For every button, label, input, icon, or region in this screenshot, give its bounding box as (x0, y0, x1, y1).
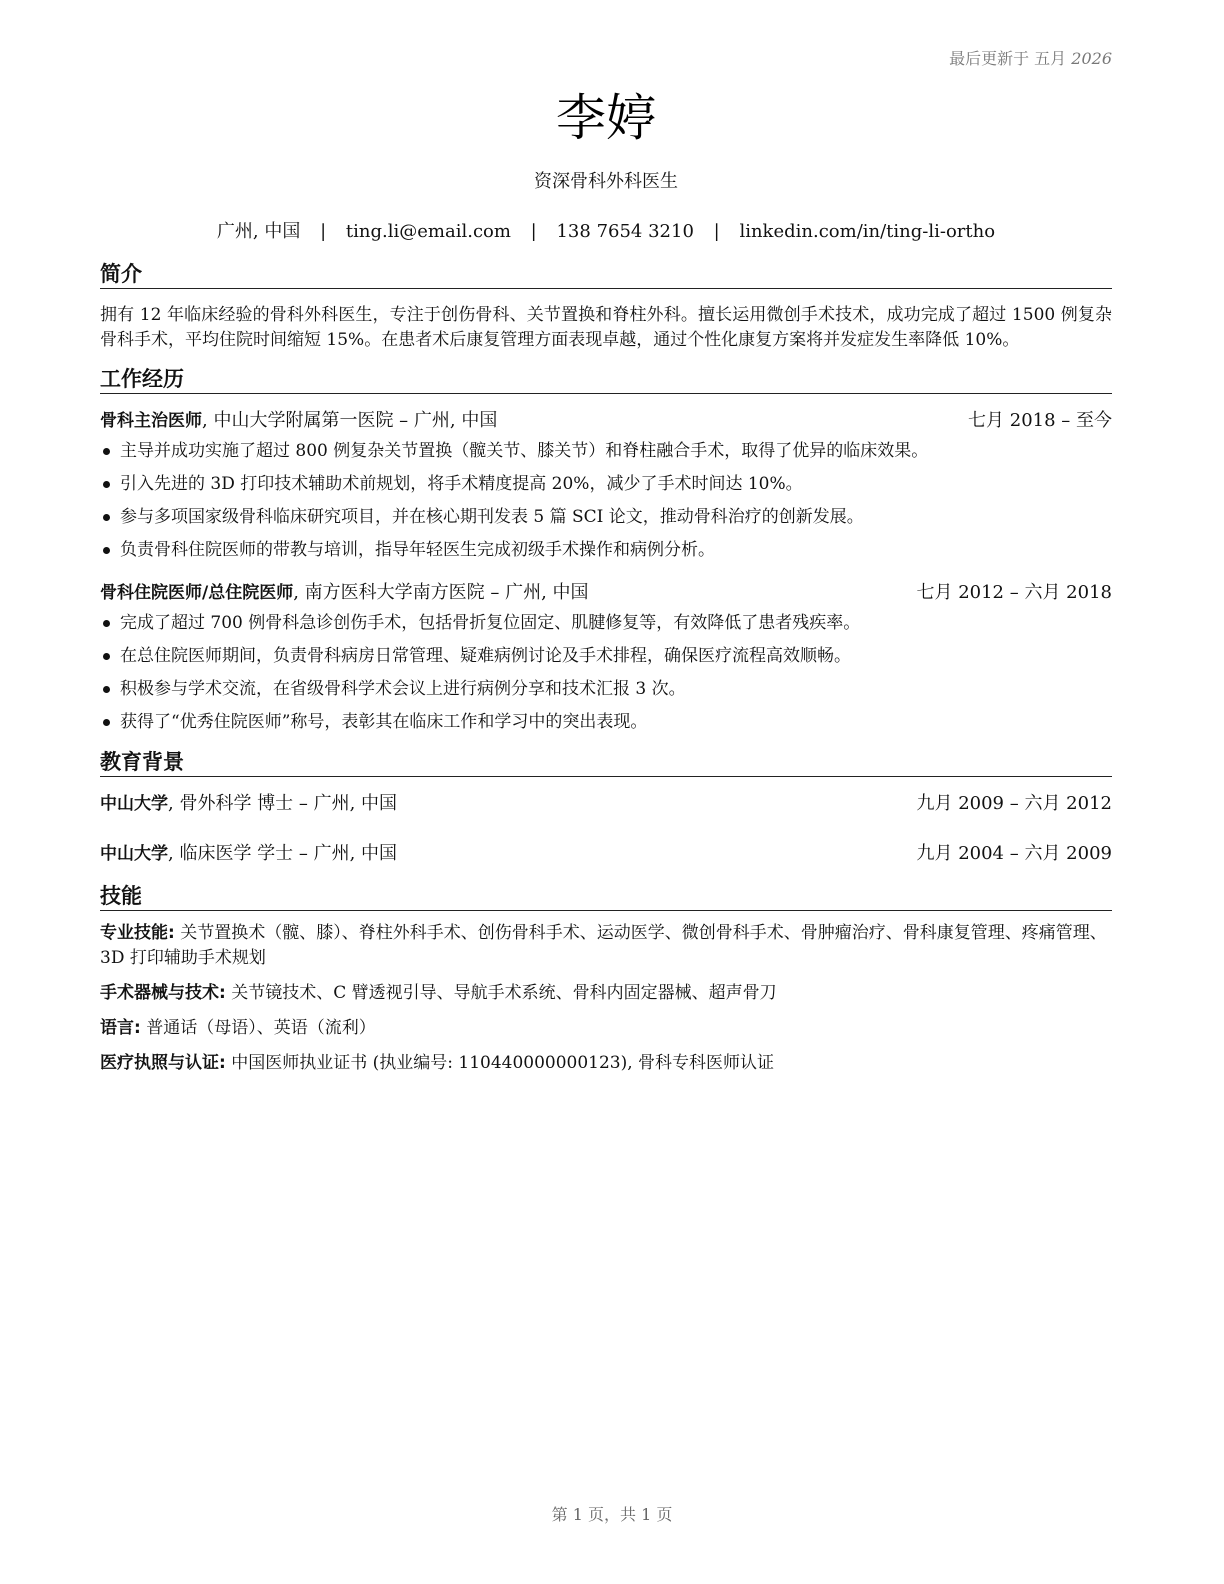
skill-label: 医疗执照与认证: (100, 1053, 226, 1073)
education-detail: , 临床医学 学士 – 广州, 中国 (168, 843, 398, 864)
summary-text: 拥有 12 年临床经验的骨科外科医生，专注于创伤骨科、关节置换和脊柱外科。擅长运用微创手术技术，成功完成了超过 1500 例复杂骨科手术，平均住院时间缩短 15%。在患者术后康复管理方面表现卓越，通过个性化康复方案将并发症发生率降低 10%。 (100, 305, 1112, 350)
contact-separator: | (713, 221, 720, 242)
skill-text: 普通话（母语）、英语（流利） (140, 1018, 376, 1038)
education-entry (100, 842, 1112, 866)
work-section (100, 365, 1112, 734)
contact-separator: | (320, 221, 327, 242)
skill-text: 中国医师执业证书 (执业编号: 110440000000123), 骨科专科医师认证 (225, 1053, 775, 1073)
job-bullet: 引入先进的 3D 打印技术辅助术前规划，将手术精度提高 20%，减少了手术时间达 10%。 (100, 472, 1112, 496)
education-detail: , 骨外科学 博士 – 广州, 中国 (168, 793, 398, 814)
education-dates: 九月 2004 – 六月 2009 (916, 843, 1112, 864)
job-bullet: 积极参与学术交流，在省级骨科学术会议上进行病例分享和技术汇报 3 次。 (100, 677, 1112, 701)
skill-line (100, 1051, 1112, 1076)
education-dates: 九月 2009 – 六月 2012 (916, 793, 1112, 814)
skills-heading: 技能 (100, 882, 1112, 911)
skills-section (100, 882, 1112, 1076)
job-entry (100, 581, 1112, 734)
job-header (100, 409, 1112, 433)
job-role: 骨科主治医师 (100, 411, 202, 431)
education-heading: 教育背景 (100, 748, 1112, 777)
skill-label: 语言: (100, 1018, 141, 1038)
job-role: 骨科住院医师/总住院医师 (100, 583, 294, 603)
work-heading: 工作经历 (100, 365, 1112, 394)
job-organization: , 中山大学附属第一医院 – 广州, 中国 (202, 410, 498, 431)
contact-location: 广州, 中国 (216, 221, 301, 242)
job-dates: 七月 2012 – 六月 2018 (916, 582, 1112, 603)
education-entry (100, 792, 1112, 816)
last-updated-year: 2026 (1071, 49, 1112, 68)
job-organization: , 南方医科大学南方医院 – 广州, 中国 (293, 582, 589, 603)
education-school: 中山大学 (100, 794, 168, 814)
job-header (100, 581, 1112, 605)
skill-line (100, 921, 1112, 971)
contact-line (100, 220, 1112, 244)
skill-line (100, 981, 1112, 1006)
summary-heading: 简介 (100, 260, 1112, 289)
resume-page (100, 0, 1112, 1076)
skill-text: 关节镜技术、C 臂透视引导、导航手术系统、骨科内固定器械、超声骨刀 (225, 983, 777, 1003)
skill-label: 专业技能: (100, 923, 175, 943)
job-bullets (100, 439, 1112, 562)
job-bullet: 参与多项国家级骨科临床研究项目，并在核心期刊发表 5 篇 SCI 论文，推动骨科治疗的创新发展。 (100, 505, 1112, 529)
skill-text: 关节置换术（髋、膝）、脊柱外科手术、创伤骨科手术、运动医学、微创骨科手术、骨肿瘤治疗、骨科康复管理、疼痛管理、3D 打印辅助手术规划 (100, 923, 1107, 968)
job-bullets (100, 611, 1112, 734)
summary-section (100, 260, 1112, 353)
contact-separator: | (530, 221, 537, 242)
contact-phone: 138 7654 3210 (556, 221, 694, 242)
skill-line (100, 1016, 1112, 1041)
job-entry (100, 409, 1112, 562)
job-bullet: 负责骨科住院医师的带教与培训，指导年轻医生完成初级手术操作和病例分析。 (100, 538, 1112, 562)
education-school: 中山大学 (100, 844, 168, 864)
job-bullet: 主导并成功实施了超过 800 例复杂关节置换（髋关节、膝关节）和脊柱融合手术，取得了优异的临床效果。 (100, 439, 1112, 463)
job-dates: 七月 2018 – 至今 (968, 410, 1112, 431)
contact-linkedin[interactable]: linkedin.com/in/ting-li-ortho (739, 221, 996, 242)
candidate-title: 资深骨科外科医生 (534, 171, 678, 192)
job-bullet: 完成了超过 700 例骨科急诊创伤手术，包括骨折复位固定、肌腱修复等，有效降低了患者残疾率。 (100, 611, 1112, 635)
job-bullet: 获得了“优秀住院医师”称号，表彰其在临床工作和学习中的突出表现。 (100, 710, 1112, 734)
job-bullet: 在总住院医师期间，负责骨科病房日常管理、疑难病例讨论及手术排程，确保医疗流程高效顺畅。 (100, 644, 1112, 668)
contact-email[interactable]: ting.li@email.com (345, 221, 511, 242)
last-updated-prefix: 最后更新于 五月 (949, 49, 1067, 68)
page-number: 第 1 页，共 1 页 (551, 1505, 673, 1524)
education-section (100, 748, 1112, 866)
candidate-name: 李婷 (556, 89, 656, 147)
skill-label: 手术器械与技术: (100, 983, 226, 1003)
